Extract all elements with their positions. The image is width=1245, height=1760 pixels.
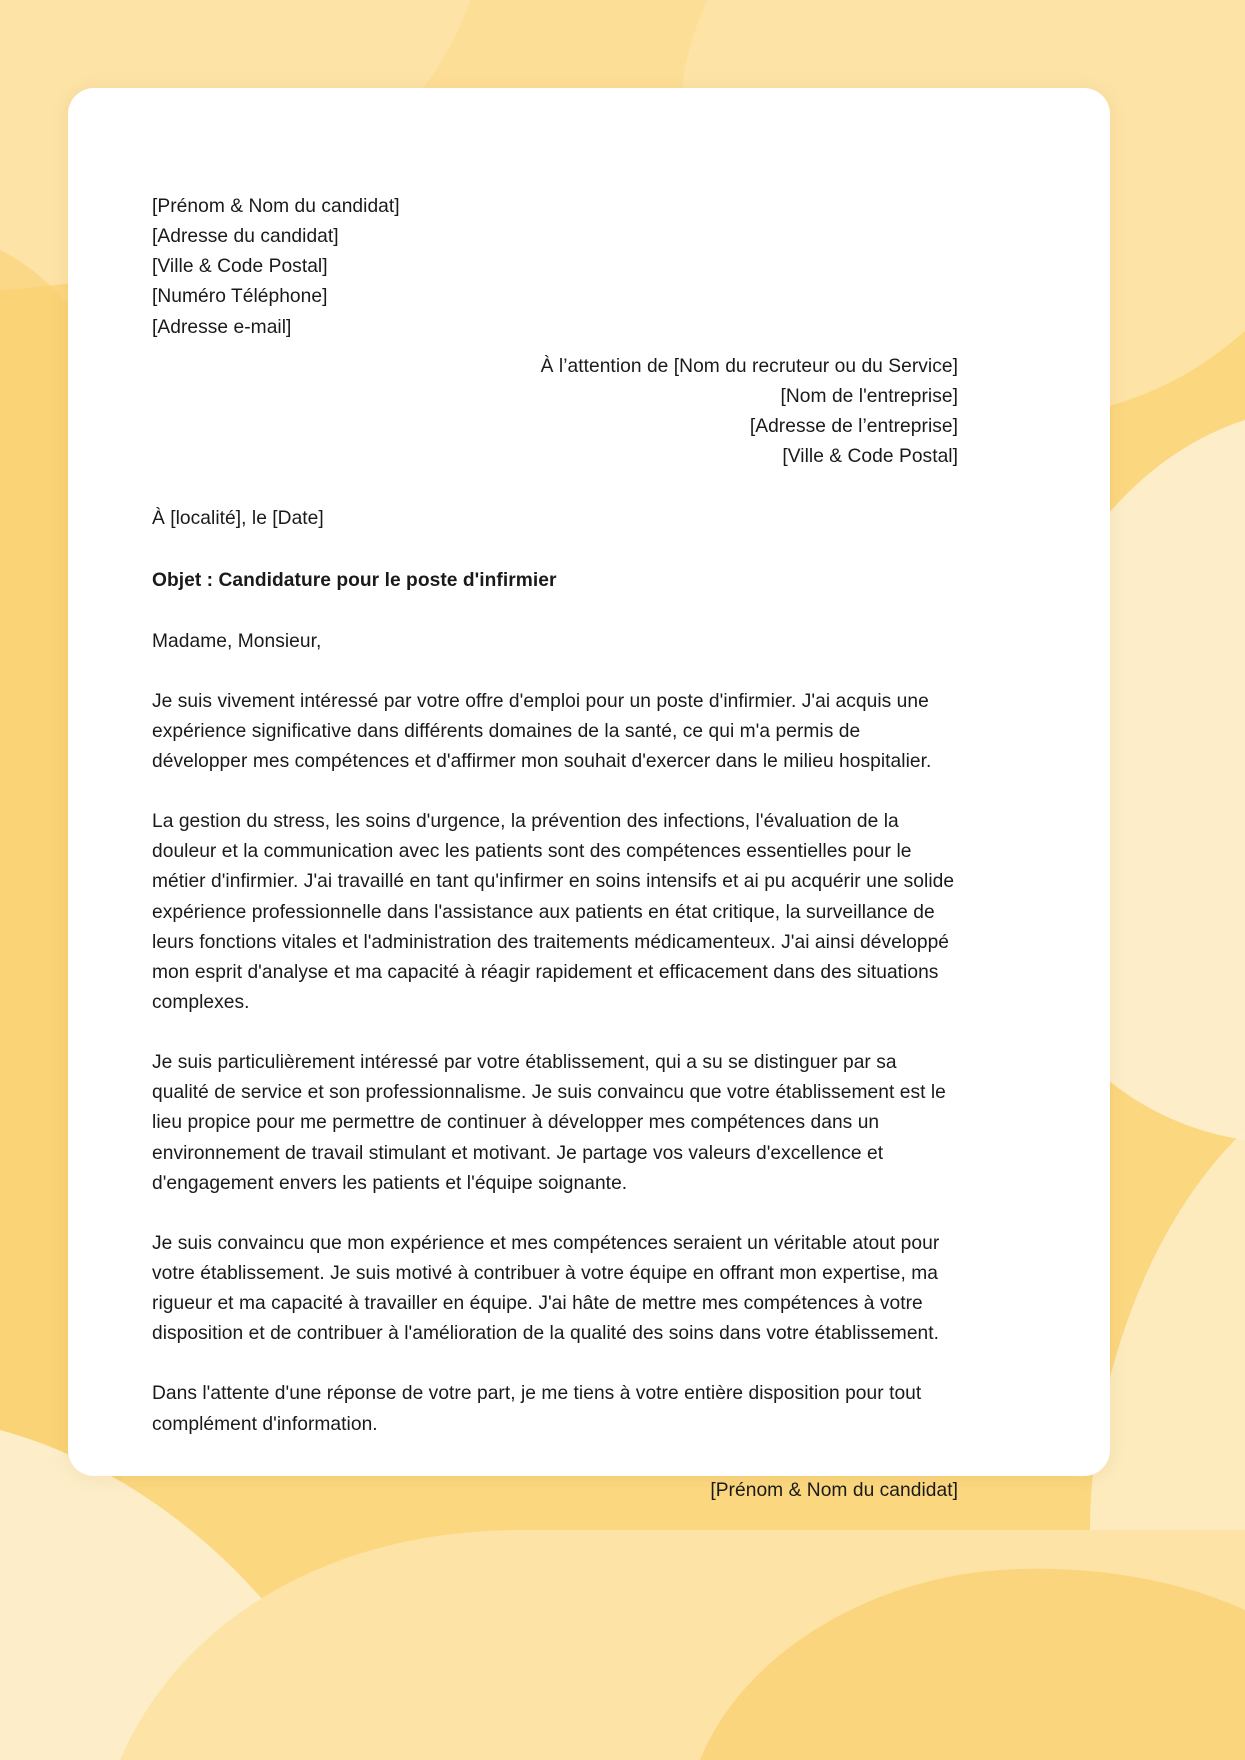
recipient-line-company: [Nom de l'entreprise]	[780, 385, 958, 407]
sender-line-name: [Prénom & Nom du candidat]	[152, 196, 400, 217]
recipient-address-block	[152, 352, 958, 473]
recipient-line-attention: À l’attention de [Nom du recruteur ou du Service]	[540, 355, 958, 377]
sender-address-block	[152, 192, 958, 343]
sender-line-phone: [Numéro Téléphone]	[152, 286, 328, 308]
body-paragraph-4: Je suis convaincu que mon expérience et mes compétences seraient un véritable atout pour votre établissement. Je suis motivé à contribuer à votre équipe en offrant mon expertise, ma rigueur et ma capacité à travailler en équipe. J'ai hâte de mettre mes compétences à votre disposition et de contribuer à l'amélioration de la qualité des soins dans votre établissement.	[152, 1232, 940, 1345]
letter-card	[68, 88, 1110, 1501]
body-paragraph-3: Je suis particulièrement intéressé par votre établissement, qui a su se distinguer par sa qualité de service et son professionnalisme. Je suis convaincu que votre établissement est le lieu propice pour me permettre de continuer à développer mes compétences dans un environnement de travail stimulant et motivant. Je partage vos valeurs d'excellence et d'engagement envers les patients et l'équipe soignante.	[152, 1052, 946, 1194]
letter-content	[152, 192, 958, 1506]
recipient-line-address: [Adresse de l’entreprise]	[749, 415, 958, 437]
sender-line-email: [Adresse e-mail]	[152, 316, 292, 338]
place-and-date: À [localité], le [Date]	[152, 508, 324, 530]
sender-line-address: [Adresse du candidat]	[152, 226, 339, 248]
subject-line: Objet : Candidature pour le poste d'infirmier	[152, 570, 557, 592]
sender-line-city: [Ville & Code Postal]	[152, 256, 328, 278]
body-paragraph-2: La gestion du stress, les soins d'urgence, la prévention des infections, l'évaluation de la douleur et la communication avec les patients sont des compétences essentielles pour le métier d'infirmier. J'ai travaillé en tant qu'infirmer en soins intensifs et ai pu acquérir une solide expérience professionnelle dans l'assistance aux patients en état critique, la surveillance de leurs fonctions vitales et l'administration des traitements médicamenteux. J'ai ainsi développé mon esprit d'analyse et ma capacité à réagir rapidement et efficacement dans des situations complexes.	[152, 811, 955, 1013]
recipient-line-city: [Ville & Code Postal]	[782, 446, 958, 468]
body-paragraph-1: Je suis vivement intéressé par votre offre d'emploi pour un poste d'infirmier. J'ai acquis une expérience significative dans différents domaines de la santé, ce qui m'a permis de développer mes compétences et d'affirmer mon souhait d'exercer dans le milieu hospitalier.	[152, 690, 932, 772]
body-paragraph-5: Dans l'attente d'une réponse de votre part, je me tiens à votre entière disposition pour tout complément d'information.	[152, 1383, 922, 1435]
salutation: Madame, Monsieur,	[152, 630, 322, 652]
signature: [Prénom & Nom du candidat]	[710, 1479, 958, 1501]
